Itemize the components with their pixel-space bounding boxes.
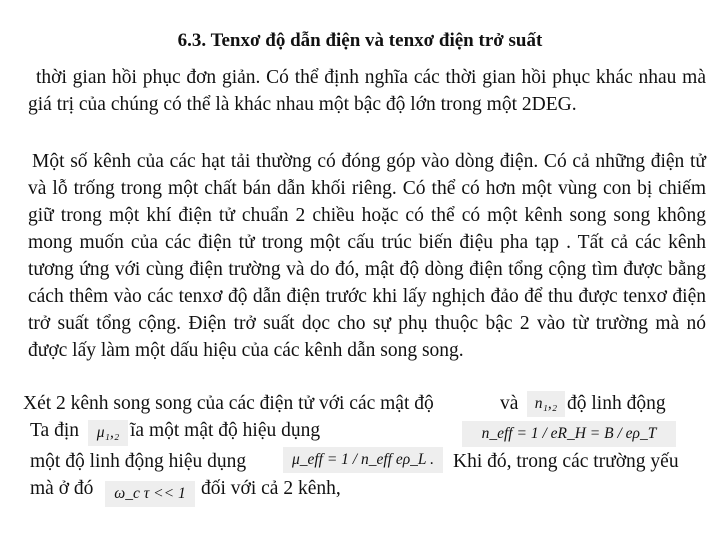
page-title: 6.3. Tenxơ độ dẫn điện và tenxơ điện trở suất (177, 30, 543, 51)
paragraph-1: thời gian hồi phục đơn giản. Có thể định nghĩa các thời gian hồi phục khác nhau mà giá trị của chúng có thể là khác nhau một bậc độ lớn trong một 2DEG. (28, 67, 706, 115)
line-both-channels-text: đối với cả 2 kênh, (201, 478, 341, 499)
line-where-text: mà ở đó (30, 478, 94, 499)
formula-omegatau: ω_c τ << 1 (105, 481, 195, 507)
line-densities-text: Xét 2 kênh song song của các điện tử với các mật độ (23, 393, 434, 414)
line-weak-field-text: Khi đó, trong các trường yếu (453, 451, 679, 472)
line-mobility-text: độ linh động (567, 393, 666, 414)
paragraph-2: Một số kênh của các hạt tải thường có đóng góp vào dòng điện. Có cả những điện tử và lỗ trống trong một chất bán dẫn khối riêng. Có thể có hơn một vùng con bị chiếm giữ trong một khí điện tử chuẩn 2 chiều hoặc có thể có một kênh song song không mong muốn của các điện tử trong một cấu trúc biến điệu pha tạp . Tất cả các kênh tương ứng với cùng điện trường và do đó, mật độ dòng điện tổng cộng tìm được bằng cách thêm vào các tenxơ độ dẫn điện trước khi lấy nghịch đảo để thu được tenxơ điện trở suất tổng cộng. Điện trở suất dọc cho sự phụ thuộc bậc 2 vào từ trường mà nó được lấy làm một dấu hiệu của các kênh dẫn song song. (28, 151, 706, 361)
formula-neff: n_eff = 1 / eR_H = B / eρ_T (462, 421, 676, 447)
line-eff-mobility-text: một độ linh động hiệu dụng (30, 451, 247, 472)
formula-mu12: μ₁,₂ (88, 420, 128, 446)
line-define-text-b: ĩa một mật độ hiệu dụng (130, 420, 321, 441)
line-define-text-a: Ta địn (30, 420, 79, 441)
formula-mueff: μ_eff = 1 / n_eff eρ_L . (283, 447, 443, 473)
line-and-text: và (500, 393, 519, 414)
formula-n12: n₁,₂ (527, 391, 565, 417)
